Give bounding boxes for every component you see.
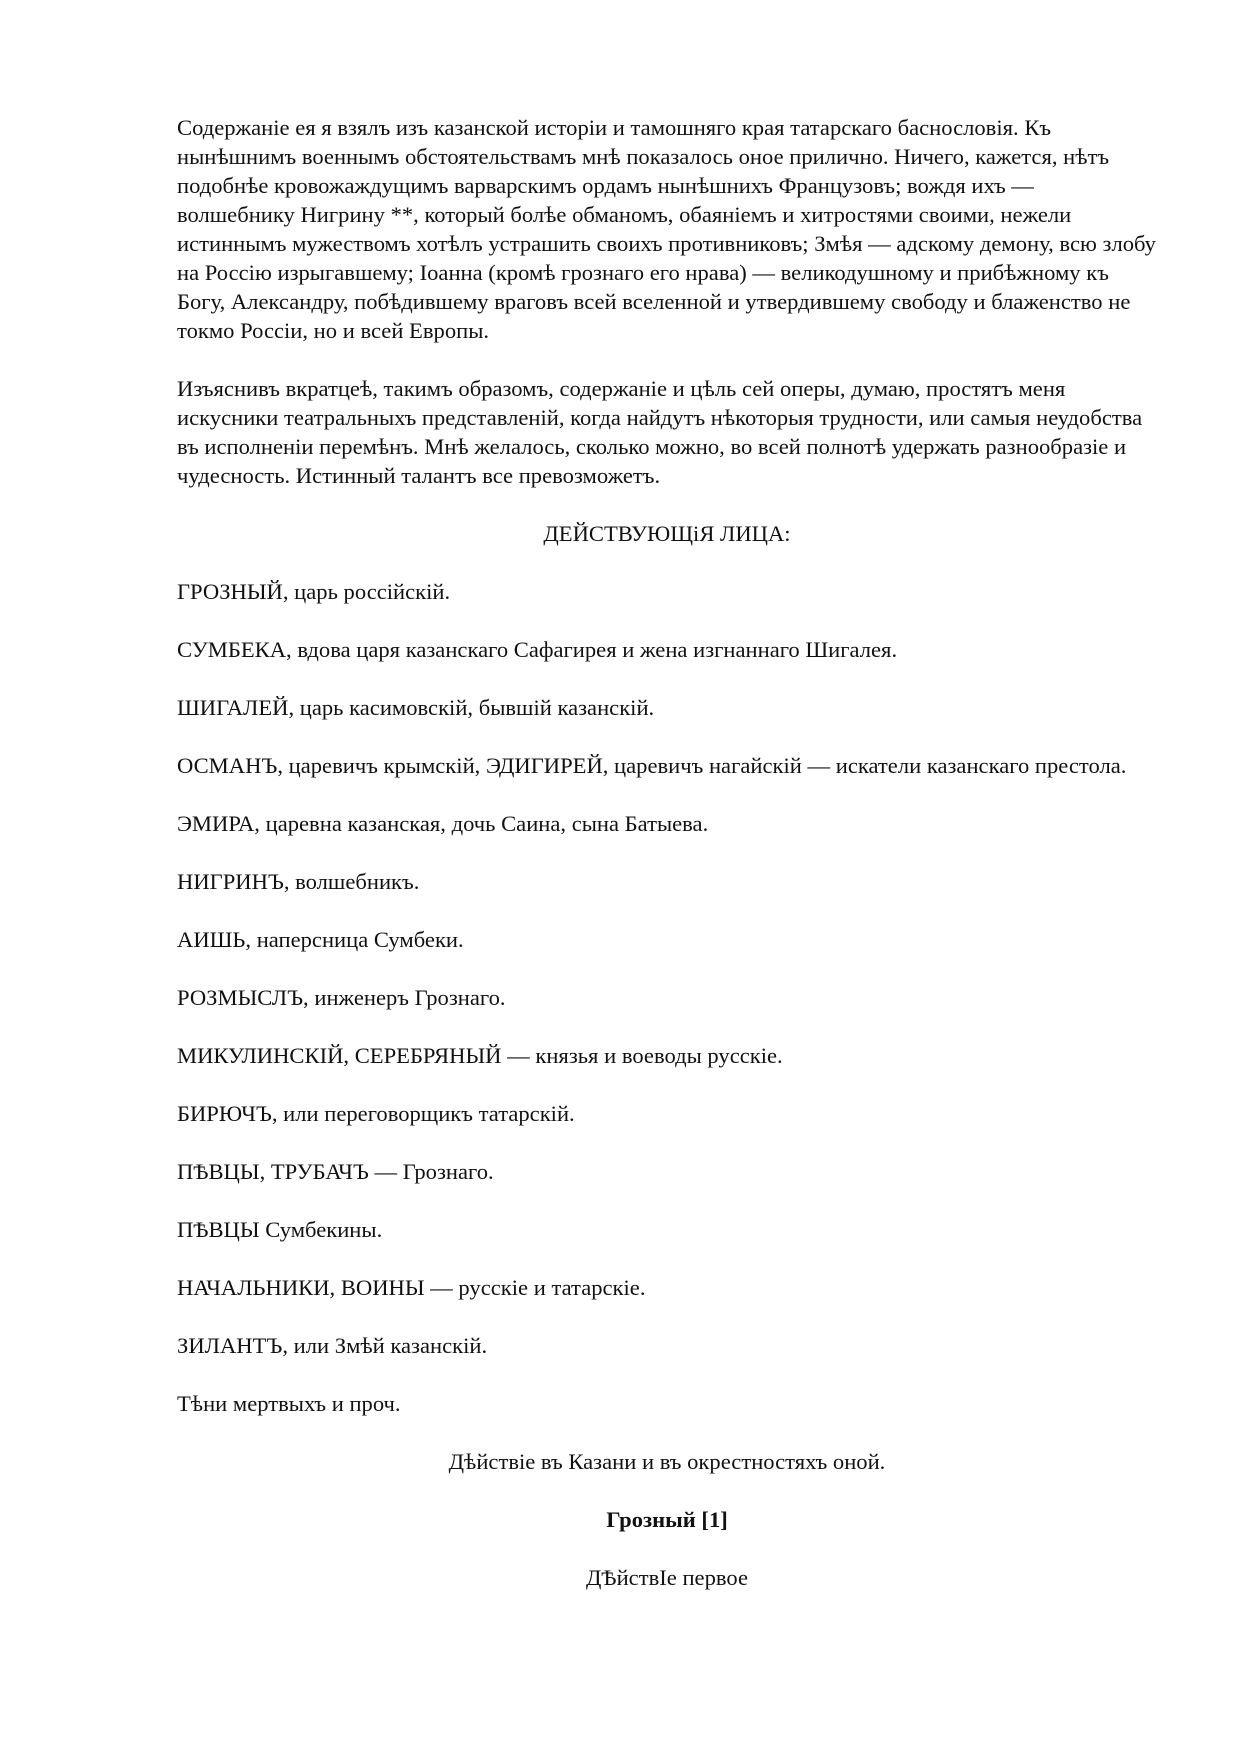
cast-item: ГРОЗНЫЙ, царь россiйскiй. xyxy=(177,579,451,604)
cast-item: ШИГАЛЕЙ, царь касимовскiй, бывшiй казанскiй. xyxy=(177,695,655,720)
cast-item: РОЗМЫСЛЪ, инженеръ Грознаго. xyxy=(177,985,506,1010)
cast-item: БИРЮЧЪ, или переговорщикъ татарскiй. xyxy=(177,1101,575,1126)
intro-paragraph: Содержанiе ея я взялъ изъ казанской исторiи и тамошняго края татарскаго баснословiя. Къ нынѣшнимъ военнымъ обстоятельствамъ мнѣ показалось оное прилично. Ничего, кажется, нѣтъ подобнѣе кровожаждущимъ варварскимъ ордамъ нынѣшнихъ Французовъ; вождя ихъ — волшебнику Нигрину **, который болѣе обманомъ, обаянiемъ и хитростями своими, нежели истиннымъ мужествомъ хотѣлъ устрашить своихъ противниковъ; Змѣя — адскому демону, всю злобу на Россiю изрыгавшему; Iоанна (кромѣ грознаго его нрава) — великодушному и прибѣжному къ Богу, Александру, побѣдившему враговъ всей вселенной и утвердившему свободу и блаженство не токмо Россiи, но и всей Европы. xyxy=(177,115,1156,343)
cast-item: ПѢВЦЫ, ТРУБАЧЪ — Грознаго. xyxy=(177,1159,494,1184)
document-page xyxy=(177,113,1157,1592)
cast-list xyxy=(177,577,1157,1418)
cast-item: ПѢВЦЫ Сумбекины. xyxy=(177,1217,383,1242)
cast-item: ЭМИРА, царевна казанская, дочь Саина, сына Батыева. xyxy=(177,811,709,836)
cast-item: НАЧАЛЬНИКИ, ВОИНЫ — русскiе и татарскiе. xyxy=(177,1275,646,1300)
cast-heading: ДЕЙСТВУЮЩiЯ ЛИЦА: xyxy=(543,521,791,546)
play-title: Грозный [1] xyxy=(606,1507,728,1532)
cast-item: АИШЬ, наперсница Сумбеки. xyxy=(177,927,464,952)
cast-item: МИКУЛИНСКIЙ, СЕРЕБРЯНЫЙ — князья и воеводы русскiе. xyxy=(177,1043,783,1068)
cast-item: ЗИЛАНТЪ, или Змѣй казанскiй. xyxy=(177,1333,488,1358)
intro-paragraph: Изъяснивъ вкратцеѣ, такимъ образомъ, содержанiе и цѣль сей оперы, думаю, простятъ меня искусники театральныхъ представленiй, когда найдутъ нѣкоторыя трудности, или самыя неудобства въ исполненiи перемѣнъ. Мнѣ желалось, сколько можно, во всей полнотѣ удержать разнообразiе и чудесность. Истинный талантъ все превозможетъ. xyxy=(177,376,1143,488)
act-title: ДѢйствIе первое xyxy=(586,1565,748,1590)
cast-item: Тѣни мертвыхъ и проч. xyxy=(177,1391,401,1416)
cast-item: НИГРИНЪ, волшебникъ. xyxy=(177,869,420,894)
cast-item: СУМБЕКА, вдова царя казанскаго Сафагирея и жена изгнаннаго Шигалея. xyxy=(177,637,898,662)
scene-note: Дѣйствiе въ Казани и въ окрестностяхъ оной. xyxy=(448,1449,886,1474)
cast-item: ОСМАНЪ, царевичъ крымскiй, ЭДИГИРЕЙ, царевичъ нагайскiй — искатели казанскаго престола. xyxy=(177,753,1127,778)
